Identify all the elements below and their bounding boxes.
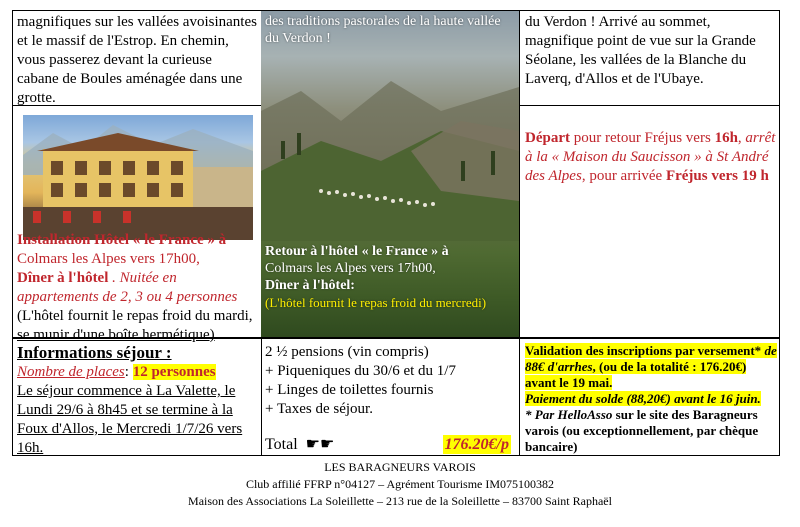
program-table xyxy=(12,10,780,456)
column-divider xyxy=(519,11,520,455)
places-colon: : xyxy=(124,364,133,380)
installation-time: Colmars les Alpes vers 17h00, xyxy=(17,251,200,267)
diner-hotel-label: Dîner à l'hôtel: xyxy=(265,278,355,293)
diner-label: Dîner à l'hôtel xyxy=(17,270,109,286)
row1-right-text: du Verdon ! Arrivé au sommet, magnifique point de vue sur la Grande Séolane, les vallées de la Blanche du Laverq, d'Allos et de l'Ubaye. xyxy=(525,14,756,87)
arrivee-text: , pour arrivée xyxy=(581,168,666,184)
validation-text: Validation des inscriptions par versement* xyxy=(525,343,765,358)
places-label: Nombre de places xyxy=(17,364,125,380)
hotel-photo xyxy=(23,115,253,240)
row3-left-text xyxy=(17,343,259,458)
depart-hour: 16h xyxy=(714,130,738,146)
total-label: Total xyxy=(265,436,298,453)
sejour-dates: Le séjour commence à La Valette, le Lundi 29/6 à 8h45 et se termine à la Foux d'Allos, le Mercredi 1/7/26 vers 16h. xyxy=(17,383,243,456)
row2-center-text xyxy=(265,243,517,312)
note-mardi: (L'hôtel fournit le repas froid du mardi, xyxy=(17,308,253,324)
footer xyxy=(0,459,800,510)
row2-right-text: Départ pour retour Fréjus vers 16h, arrêt à la « Maison du Saucisson » à St André des Alpes, pour arrivée Fréjus vers 19 h xyxy=(525,130,776,184)
row3-right-text xyxy=(525,343,779,455)
helloasso-label: * Par HelloAsso xyxy=(525,407,613,422)
informations-title: Informations séjour : xyxy=(17,343,172,362)
inclusion-item: 2 ½ pensions (vin compris) xyxy=(265,344,429,360)
pointing-hand-icon: ☛☛ xyxy=(305,436,335,453)
arret-text: arrêt à la « Maison du Saucisson » à St André des Alpes xyxy=(525,130,776,184)
installation-heading: Installation Hôtel « le France » à xyxy=(17,232,227,248)
frejus-arrival: Fréjus vers 19 h xyxy=(665,168,769,184)
total-price: 176.20€/p xyxy=(444,436,509,453)
retour-text: pour retour Fréjus vers xyxy=(570,130,715,146)
totalite-text: , (ou de la totalité : 176.20€) avant le 19 mai. xyxy=(525,359,747,390)
solde-text: Paiement du solde (88,20€) avant le 16 juin. xyxy=(525,391,761,406)
row1-center-text: des traditions pastorales de la haute vallée du Verdon ! xyxy=(265,14,501,46)
row1-left-text: magnifiques sur les vallées avoisinantes et le massif de l'Estrop. En chemin, vous passerez devant la curieuse cabane de Boules aménagée dans une grotte. xyxy=(17,14,257,106)
retour-hotel-time: Colmars les Alpes vers 17h00, xyxy=(265,261,436,276)
retour-hotel-heading: Retour à l'hôtel « le France » à xyxy=(265,244,449,259)
depart-label: Départ xyxy=(525,130,570,146)
total-row xyxy=(265,435,515,454)
arrhes-amount: de 88€ d'arrhes xyxy=(525,343,777,374)
places-value: 12 personnes xyxy=(132,364,216,380)
mountain-sheep-photo xyxy=(261,11,519,337)
inclusion-item: + Piqueniques du 30/6 et du 1/7 xyxy=(265,363,456,379)
helloasso-text: sur le site des Baragneurs varois (ou exceptionnellement, par chèque bancaire) xyxy=(525,407,759,454)
club-name: LES BARAGNEURS VAROIS xyxy=(324,460,476,474)
row3-center-list xyxy=(265,343,515,419)
club-affiliation: Club affilié FFRP n°04127 – Agrément Tourisme IM075100382 xyxy=(245,477,555,491)
note-boite: se munir d'une boîte hermétique) xyxy=(17,327,215,343)
repas-froid-note: (L'hôtel fournit le repas froid du mercredi) xyxy=(265,295,487,310)
row2-left-text xyxy=(17,231,261,345)
inclusion-item: + Linges de toilettes fournis xyxy=(265,382,434,398)
nuitee-text: . Nuitée en appartements de 2, 3 ou 4 personnes xyxy=(17,270,238,305)
club-address: Maison des Associations La Soleillette – 213 rue de la Soleillette – 83700 Saint Raphaël xyxy=(188,494,612,508)
inclusion-item: + Taxes de séjour. xyxy=(265,401,373,417)
